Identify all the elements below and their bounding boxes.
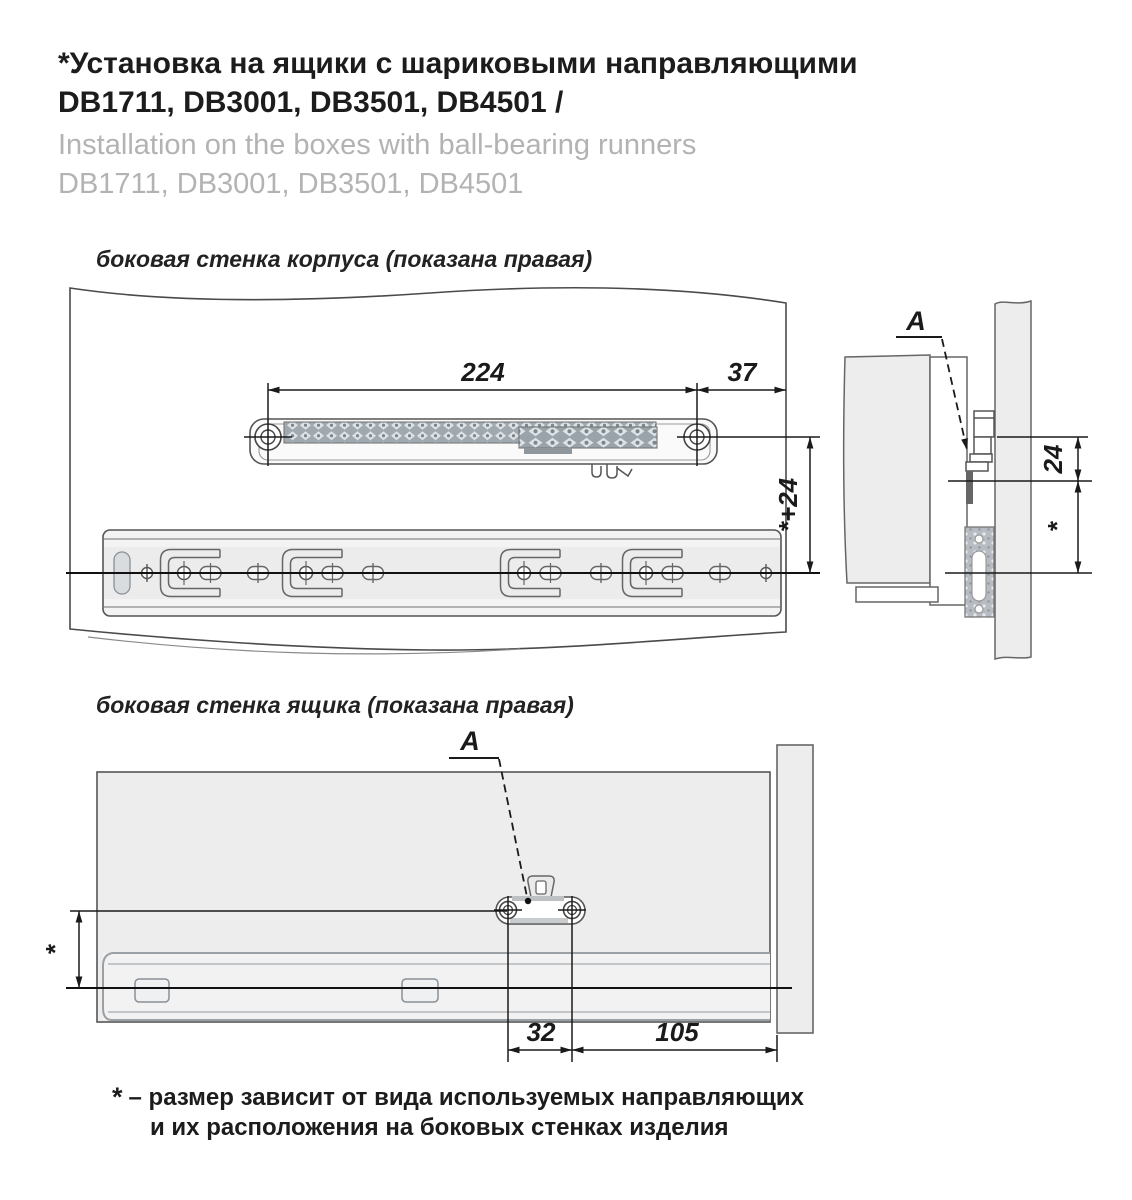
dim-to-front: 105 <box>655 1017 699 1047</box>
dim-variable-star-section: * <box>1042 521 1072 533</box>
drawer-front-strip <box>777 745 813 1033</box>
page-title-en-line1: Installation on the boxes with ball-bearing runners <box>58 129 697 161</box>
dim-hook-to-axis: 24 <box>1038 444 1068 474</box>
section-label-a-cabinet: A <box>906 306 926 336</box>
drawer-bottom-section <box>856 587 938 602</box>
drawer-body-section <box>844 355 930 583</box>
slide-section-plate <box>965 527 994 617</box>
page-title-en-line2: DB1711, DB3001, DB3501, DB4501 <box>58 168 524 200</box>
drawer-side-wall-drawing <box>40 726 813 1062</box>
cabinet-side-wall-drawing <box>66 288 820 654</box>
footnote-text1: – размер зависит от вида используемых направляющих <box>128 1084 805 1111</box>
drawer-slide-ghost <box>103 953 770 1020</box>
dim-axis-offset: *+24 <box>773 477 803 533</box>
cabinet-panel-section <box>995 301 1031 659</box>
dim-screw-spacing: 32 <box>526 1017 556 1047</box>
dim-rail-to-edge: 37 <box>727 357 757 387</box>
page-title-ru-line2: DB1711, DB3001, DB3501, DB4501 / <box>58 86 564 119</box>
slide-slot-1 <box>135 979 169 1002</box>
slide-slot-2 <box>402 979 438 1002</box>
footnote-star: * <box>112 1082 129 1112</box>
page-title-ru-line1: *Установка на ящики с шариковыми направляющими <box>58 47 858 80</box>
section-label-a-drawer: A <box>460 726 480 756</box>
drawer-view-caption: боковая стенка ящика (показана правая) <box>96 692 574 718</box>
cabinet-view-caption: боковая стенка корпуса (показана правая) <box>96 246 593 272</box>
dim-rail-length: 224 <box>461 357 505 387</box>
rail-slider-strip <box>519 427 657 448</box>
dim-variable-star-drawer: * <box>40 944 70 956</box>
footnote-line2: и их расположения на боковых стенках изделия <box>150 1114 729 1141</box>
cabinet-section-view-drawing <box>844 301 1092 659</box>
hook-detail <box>966 411 994 504</box>
